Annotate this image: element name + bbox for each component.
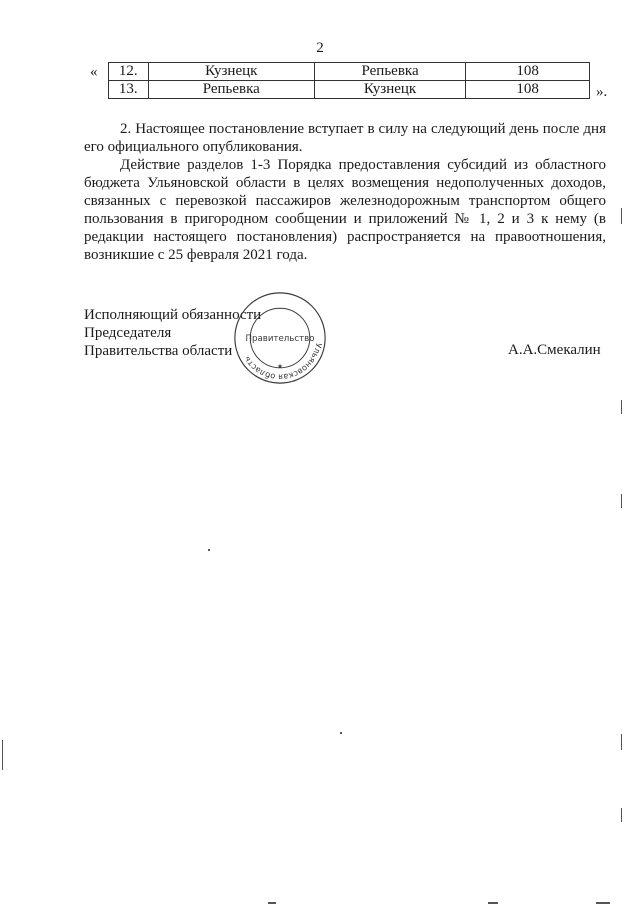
scan-artifact [2, 740, 3, 770]
table-row [109, 63, 590, 81]
table-row [109, 81, 590, 99]
route-from-cell: Репьевка [148, 81, 314, 99]
scan-artifact [340, 732, 342, 734]
routes-table [108, 62, 590, 99]
signatory-title-line-3: Правительства области [84, 343, 233, 359]
route-distance-cell: 108 [466, 81, 590, 99]
scan-artifact [488, 902, 498, 904]
route-to-cell: Кузнецк [314, 81, 465, 99]
quote-open: « [90, 64, 98, 80]
row-number-cell: 12. [109, 63, 149, 81]
scan-artifact [621, 494, 622, 508]
scan-artifact [596, 902, 610, 904]
paragraph-effective-date: 2. Настоящее постановление вступает в силу на следующий день после дня его официального опубликования. [84, 121, 606, 155]
scan-artifact [621, 808, 622, 822]
signatory-title-line-2: Председателя [84, 325, 172, 341]
seal-ring-text: Ульяновская область [241, 342, 325, 383]
signatory-name: А.А.Смекалин [508, 342, 601, 358]
route-to-cell: Репьевка [314, 63, 465, 81]
route-distance-cell: 108 [466, 63, 590, 81]
page-number: 2 [316, 40, 324, 56]
route-from-cell: Кузнецк [148, 63, 314, 81]
signatory-title-line-1: Исполняющий обязанности [84, 307, 262, 323]
seal-star-icon: ★ [276, 362, 284, 371]
scan-artifact [268, 902, 276, 904]
row-number-cell: 13. [109, 81, 149, 99]
scan-artifact [621, 208, 622, 224]
scan-artifact [621, 734, 622, 750]
paragraph-applicability: Действие разделов 1-3 Порядка предоставления субсидий из областного бюджета Ульяновской области в целях возмещения недополученных доходов, связанных с перевозкой пассажиров железнодорожным транспортом общего пользования в пригородном сообщении и приложений № 1, 2 и 3 к нему (в редакции настоящего постановления) распространяется на правоотношения, возникшие с 25 февраля 2021 года. [84, 157, 606, 263]
quote-close: ». [596, 84, 608, 100]
scan-artifact [208, 549, 210, 551]
official-seal-icon [232, 290, 328, 386]
scan-artifact [621, 400, 622, 414]
seal-center-text: Правительство [245, 333, 315, 344]
